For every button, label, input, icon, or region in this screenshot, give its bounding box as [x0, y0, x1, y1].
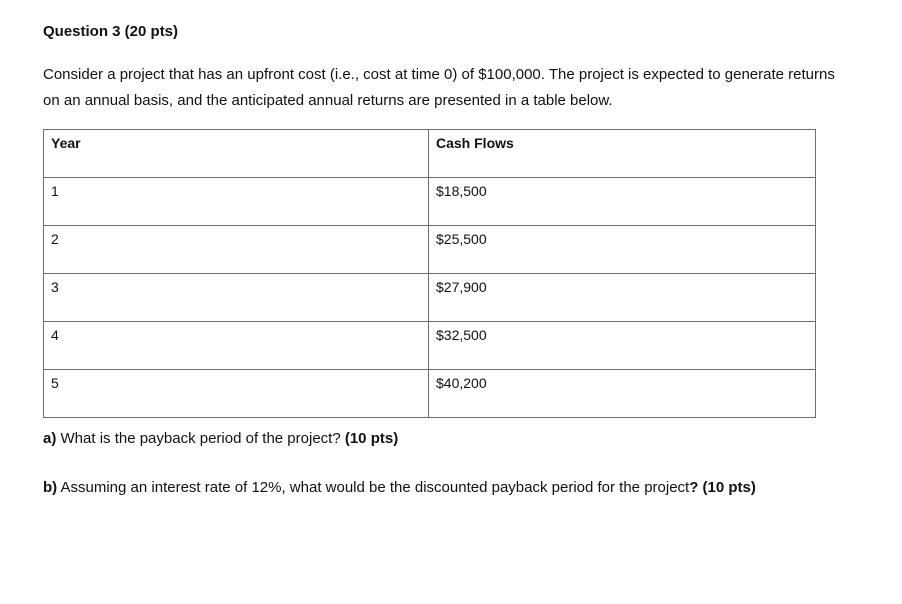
year-cell: 4 — [44, 322, 429, 370]
header-cash-flows: Cash Flows — [429, 130, 816, 178]
cash-flow-cell: $18,500 — [429, 178, 816, 226]
table-row — [44, 226, 816, 274]
table-row — [44, 370, 816, 418]
question-intro: Consider a project that has an upfront cost (i.e., cost at time 0) of $100,000. The project is expected to generate returns on an annual basis, and the anticipated annual returns are presented in a table below. — [43, 66, 835, 109]
qa-label: a) — [43, 430, 57, 447]
year-cell: 3 — [44, 274, 429, 322]
qa-points: (10 pts) — [344, 430, 399, 447]
qb-text: Assuming an interest rate of 12%, what would be the discounted payback period for the project — [57, 479, 690, 496]
question-title: Question 3 (20 pts) — [43, 23, 179, 40]
header-year: Year — [44, 130, 429, 178]
table-row — [44, 274, 816, 322]
cash-flow-cell: $32,500 — [429, 322, 816, 370]
year-cell: 2 — [44, 226, 429, 274]
qa-text: What is the payback period of the project? — [56, 430, 345, 447]
cash-flow-cell: $40,200 — [429, 370, 816, 418]
question-b — [43, 475, 833, 500]
table-row — [44, 178, 816, 226]
year-cell: 5 — [44, 370, 429, 418]
cash-flow-cell: $25,500 — [429, 226, 816, 274]
qb-label: b) — [43, 479, 58, 496]
qb-points: ? (10 pts) — [689, 479, 756, 496]
cash-flow-cell: $27,900 — [429, 274, 816, 322]
question-a — [43, 430, 398, 447]
table-row — [44, 322, 816, 370]
year-cell: 1 — [44, 178, 429, 226]
cash-flow-table — [43, 129, 816, 418]
table-header-row — [44, 130, 816, 178]
